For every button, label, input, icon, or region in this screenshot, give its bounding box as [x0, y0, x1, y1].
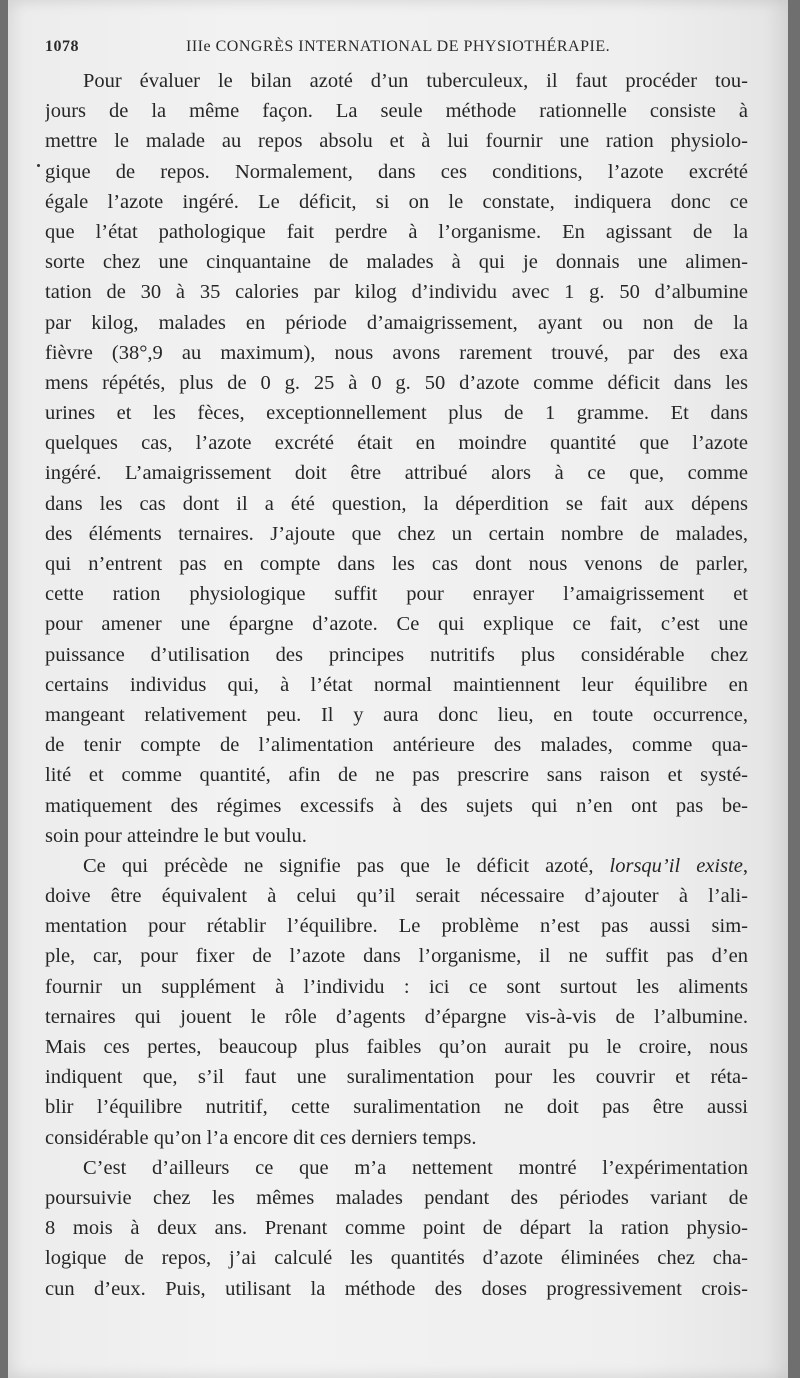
text-line: matiquement des régimes excessifs à des sujets qui n’en ont pas be-	[45, 794, 748, 817]
text-line: indiquent que, s’il faut une suralimentation pour les couvrir et réta-	[45, 1066, 748, 1089]
text-line: blir l’équilibre nutritif, cette suralimentation ne doit pas être aussi	[45, 1096, 748, 1119]
italic-phrase: lorsqu’il existe	[609, 854, 743, 877]
text-line: pour amener une épargne d’azote. Ce qui explique ce fait, c’est une	[45, 613, 748, 636]
text-line: lité et comme quantité, afin de ne pas prescrire sans raison et systé-	[45, 764, 748, 787]
text-line: mens répétés, plus de 0 g. 25 à 0 g. 50 d’azote comme déficit dans les	[45, 371, 748, 394]
text-line: ternaires qui jouent le rôle d’agents d’épargne vis-à-vis de l’albumine.	[45, 1005, 748, 1028]
text-line: fournir un supplément à l’individu : ici ce sont surtout les aliments	[45, 975, 748, 998]
paragraph-2	[45, 851, 748, 1153]
text-line: tation de 30 à 35 calories par kilog d’individu avec 1 g. 50 d’albumine	[45, 281, 748, 304]
text-line: que l’état pathologique fait perdre à l’organisme. En agissant de la	[45, 220, 748, 243]
paragraph-1	[45, 66, 748, 851]
text-line: ple, car, pour fixer de l’azote dans l’organisme, il ne suffit pas d’en	[45, 945, 748, 968]
text-line: mangeant relativement peu. Il y aura donc lieu, en toute occurrence,	[45, 703, 748, 726]
text-line: puissance d’utilisation des principes nutritifs plus considérable chez	[45, 643, 748, 666]
running-header	[45, 38, 755, 62]
text-line: jours de la même façon. La seule méthode rationnelle consiste à	[45, 100, 748, 123]
paragraph-3	[45, 1153, 748, 1304]
text-line: gique de repos. Normalement, dans ces conditions, l’azote excrété	[45, 160, 748, 183]
text-line: égale l’azote ingéré. Le déficit, si on le constate, indiquera donc ce	[45, 190, 748, 213]
body-text	[45, 66, 748, 1304]
text-line: quelques cas, l’azote excrété était en moindre quantité que l’azote	[45, 432, 748, 455]
text-line: mettre le malade au repos absolu et à lui fournir une ration physiolo-	[45, 130, 748, 153]
text-line: fièvre (38°,9 au maximum), nous avons rarement trouvé, par des exa	[45, 341, 748, 364]
text-line: Pour évaluer le bilan azoté d’un tuberculeux, il faut procéder tou-	[83, 70, 748, 92]
text-line: certains individus qui, à l’état normal maintiennent leur équilibre en	[45, 673, 748, 696]
text-line: des éléments ternaires. J’ajoute que chez un certain nombre de malades,	[45, 522, 748, 545]
line-text: Ce qui précède ne signifie pas que le déficit azoté,	[83, 854, 610, 877]
running-title: IIIe CONGRÈS INTERNATIONAL DE PHYSIOTHÉRAPIE.	[186, 38, 611, 55]
page-number: 1078	[45, 38, 79, 55]
text-line: par kilog, malades en période d’amaigrissement, ayant ou non de la	[45, 311, 748, 334]
book-page	[8, 0, 788, 1378]
text-line: Mais ces pertes, beaucoup plus faibles qu’on aurait pu le croire, nous	[45, 1036, 748, 1058]
text-line: C’est d’ailleurs ce que m’a nettement montré l’expérimentation	[83, 1156, 748, 1179]
text-line: cun d’eux. Puis, utilisant la méthode des doses progressivement crois-	[45, 1277, 748, 1300]
text-line: urines et les fèces, exceptionnellement plus de 1 gramme. Et dans	[45, 402, 748, 425]
text-line: mentation pour rétablir l’équilibre. Le problème n’est pas aussi sim-	[45, 915, 748, 938]
ink-speck	[37, 164, 40, 167]
text-line: de tenir compte de l’alimentation antérieure des malades, comme qua-	[45, 734, 748, 757]
text-line-with-italic	[45, 851, 748, 881]
text-line: logique de repos, j’ai calculé les quantités d’azote éliminées chez cha-	[45, 1247, 748, 1270]
text-line: doive être équivalent à celui qu’il serait nécessaire d’ajouter à l’ali-	[45, 885, 748, 908]
text-line: 8 mois à deux ans. Prenant comme point de départ la ration physio-	[45, 1217, 748, 1240]
text-line: ingéré. L’amaigrissement doit être attribué alors à ce que, comme	[45, 462, 748, 485]
text-line: dans les cas dont il a été question, la déperdition se fait aux dépens	[45, 492, 748, 515]
text-line: soin pour atteindre le but voulu.	[45, 824, 307, 847]
line-text: ,	[742, 854, 748, 877]
text-line: qui n’entrent pas en compte dans les cas dont nous venons de parler,	[45, 553, 748, 575]
text-line: cette ration physiologique suffit pour enrayer l’amaigrissement et	[45, 583, 748, 606]
text-line: sorte chez une cinquantaine de malades à qui je donnais une alimen-	[45, 251, 748, 274]
text-line: poursuivie chez les mêmes malades pendant des périodes variant de	[45, 1186, 748, 1209]
text-line: considérable qu’on l’a encore dit ces derniers temps.	[45, 1126, 477, 1149]
